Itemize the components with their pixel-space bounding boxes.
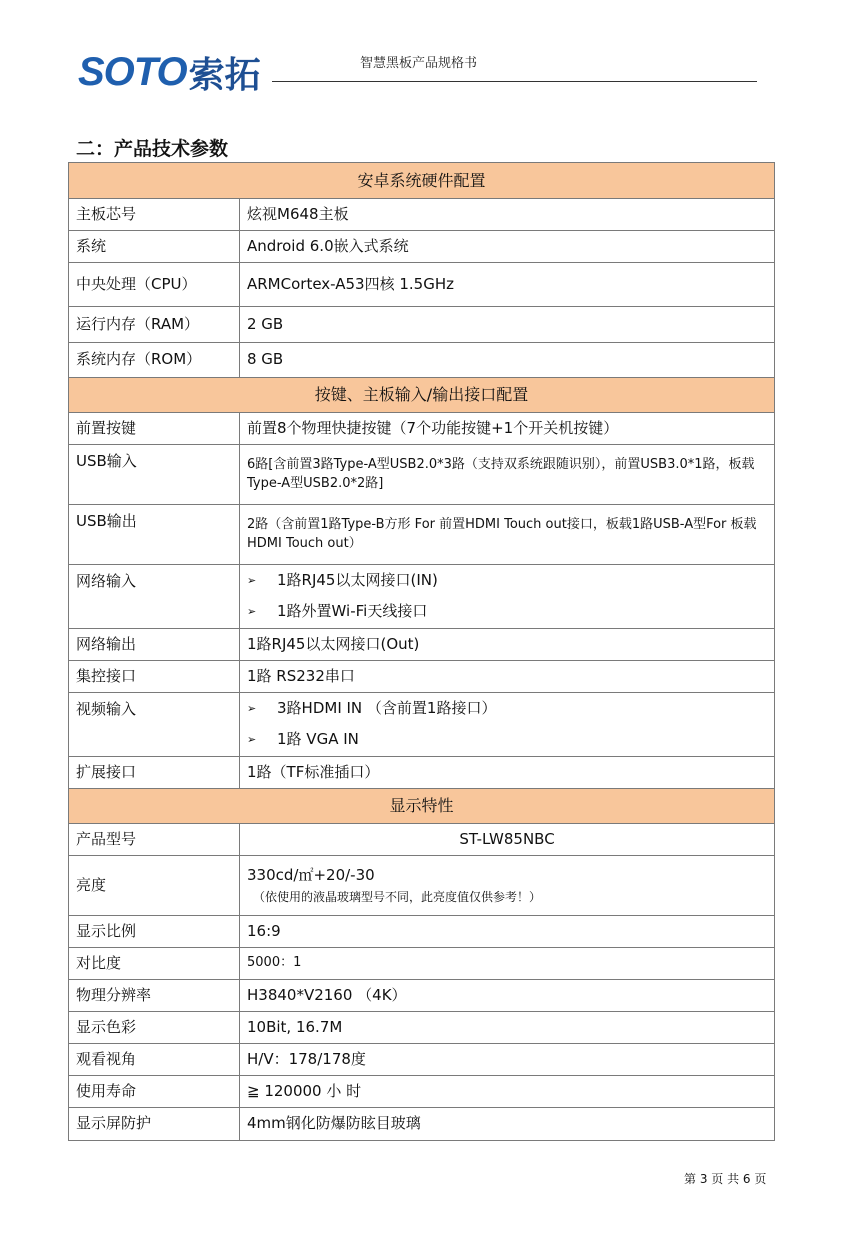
table-row [69, 1076, 775, 1108]
bullet-item [247, 566, 767, 597]
table-row [69, 1108, 775, 1141]
row-label: 中央处理（CPU） [69, 263, 240, 307]
page-number: 第 3 页 共 6 页 [684, 1172, 767, 1186]
row-label: 产品型号 [69, 824, 240, 856]
table-row [69, 231, 775, 263]
spec-table [68, 162, 775, 1141]
arrow-right-icon: ➢ [247, 605, 257, 619]
row-label: 网络输入 [69, 565, 240, 629]
row-value: 10Bit, 16.7M [240, 1012, 775, 1044]
row-label: 系统 [69, 231, 240, 263]
table-row [69, 263, 775, 307]
bullet-item [247, 597, 767, 628]
row-label: USB输入 [69, 445, 240, 505]
row-label: 使用寿命 [69, 1076, 240, 1108]
row-value: Android 6.0嵌入式系统 [240, 231, 775, 263]
row-label: 主板芯号 [69, 199, 240, 231]
table-row [69, 505, 775, 565]
logo-latin-text: SOTO [78, 49, 187, 94]
row-value: H3840*V2160 （4K） [240, 980, 775, 1012]
bullet-text: 1路外置Wi-Fi天线接口 [277, 602, 428, 621]
row-value: 8 GB [240, 343, 775, 378]
section-header-row [69, 163, 775, 199]
table-row [69, 948, 775, 980]
section-header-row [69, 789, 775, 824]
row-label: 视频输入 [69, 693, 240, 757]
logo-chinese-text: 索拓 [188, 53, 261, 95]
row-value: 1路（TF标准插口） [240, 757, 775, 789]
table-row [69, 693, 775, 757]
bullet-text: 1路 VGA IN [277, 730, 359, 749]
table-row [69, 824, 775, 856]
row-value: H/V：178/178度 [240, 1044, 775, 1076]
row-value: 前置8个物理快捷按键（7个功能按键+1个开关机按键） [240, 413, 775, 445]
row-label: 观看视角 [69, 1044, 240, 1076]
table-row [69, 565, 775, 629]
table-row [69, 629, 775, 661]
row-value: ARMCortex-A53四核 1.5GHz [240, 263, 775, 307]
page-header [0, 0, 860, 110]
table-row [69, 980, 775, 1012]
section-title: 按键、主板输入/输出接口配置 [69, 378, 775, 413]
bullet-text: 3路HDMI IN （含前置1路接口） [277, 699, 497, 718]
row-label: 物理分辨率 [69, 980, 240, 1012]
table-row [69, 307, 775, 343]
row-value: 1路 RS232串口 [240, 661, 775, 693]
row-value: 1路RJ45以太网接口(Out) [240, 629, 775, 661]
row-label: 对比度 [69, 948, 240, 980]
row-value: 6路[含前置3路Type-A型USB2.0*3路（支持双系统跟随识别），前置USB3.0*1路，板载Type-A型USB2.0*2路] [240, 445, 775, 505]
bullet-item [247, 694, 767, 725]
section-title: 安卓系统硬件配置 [69, 163, 775, 199]
bullet-item [247, 725, 767, 756]
table-row [69, 1044, 775, 1076]
arrow-right-icon: ➢ [247, 574, 257, 588]
row-label: 扩展接口 [69, 757, 240, 789]
header-divider [272, 81, 757, 82]
section-header-row [69, 378, 775, 413]
row-label: 网络输出 [69, 629, 240, 661]
row-label: 集控接口 [69, 661, 240, 693]
row-value [240, 565, 775, 629]
table-row [69, 445, 775, 505]
table-row [69, 1012, 775, 1044]
row-value: 16:9 [240, 916, 775, 948]
table-row [69, 343, 775, 378]
row-label: 亮度 [69, 856, 240, 916]
row-label: 运行内存（RAM） [69, 307, 240, 343]
table-row [69, 916, 775, 948]
row-label: 显示比例 [69, 916, 240, 948]
row-value [240, 693, 775, 757]
row-value: 4mm钢化防爆防眩目玻璃 [240, 1108, 775, 1141]
table-row [69, 856, 775, 916]
row-value: 2 GB [240, 307, 775, 343]
document-title: 智慧黑板产品规格书 [360, 56, 478, 71]
row-label: 系统内存（ROM） [69, 343, 240, 378]
row-value: 5000：1 [240, 948, 775, 980]
table-row [69, 757, 775, 789]
brightness-note: （依使用的液晶玻璃型号不同，此亮度值仅供参考！） [253, 889, 542, 904]
row-label: USB输出 [69, 505, 240, 565]
row-label: 显示色彩 [69, 1012, 240, 1044]
table-row [69, 661, 775, 693]
row-value: 炫视M648主板 [240, 199, 775, 231]
arrow-right-icon: ➢ [247, 733, 257, 747]
row-value [240, 856, 775, 916]
brightness-value: 330cd/㎡+20/-30 [247, 865, 375, 884]
soto-logo [78, 50, 261, 94]
arrow-right-icon: ➢ [247, 702, 257, 716]
row-value: ST-LW85NBC [240, 824, 775, 856]
row-value: 2路（含前置1路Type-B方形 For 前置HDMI Touch out接口，板载1路USB-A型For 板载HDMI Touch out） [240, 505, 775, 565]
table-row [69, 413, 775, 445]
section-heading: 二：产品技术参数 [76, 138, 229, 160]
section-title: 显示特性 [69, 789, 775, 824]
table-row [69, 199, 775, 231]
row-label: 显示屏防护 [69, 1108, 240, 1141]
bullet-text: 1路RJ45以太网接口(IN) [277, 571, 438, 590]
row-label: 前置按键 [69, 413, 240, 445]
row-value: ≧ 120000 小 时 [240, 1076, 775, 1108]
